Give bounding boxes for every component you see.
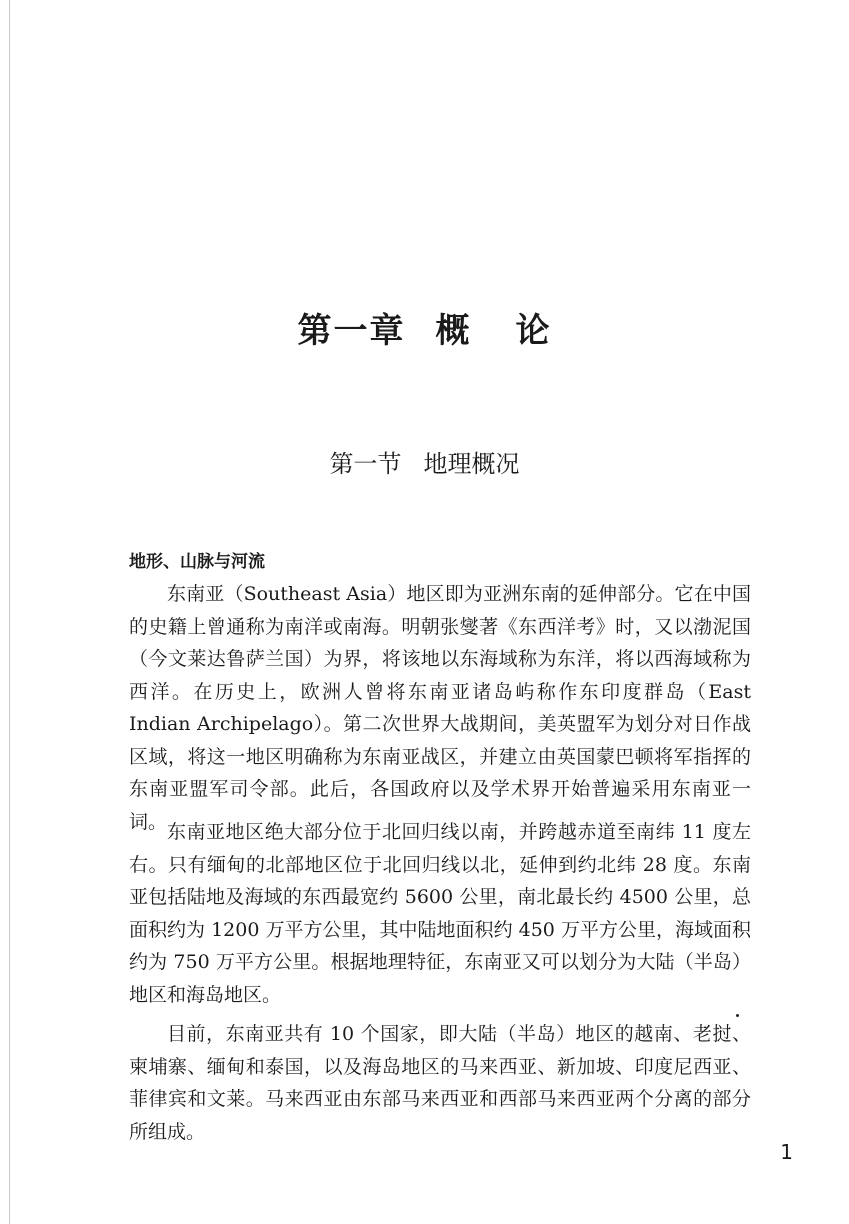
page-number: 1 xyxy=(780,1140,793,1164)
chapter-title-char-1: 概 xyxy=(435,311,472,351)
paragraph-1-block xyxy=(129,578,751,838)
paragraph: 东南亚（Southeast Asia）地区即为亚洲东南的延伸部分。它在中国的史籍上曾通称为南洋或南海。明朝张燮著《东西洋考》时，又以渤泥国（今文莱达鲁萨兰国）为界，将该地以东海域称为东洋，将以西海域称为西洋。在历史上，欧洲人曾将东南亚诸岛屿称作东印度群岛（East Indian Archipelago）。第二次世界大战期间，美英盟军为划分对日作战区域，将这一地区明确称为东南亚战区，并建立由英国蒙巴顿将军指挥的东南亚盟军司令部。此后，各国政府以及学术界开始普遍采用东南亚一词。 xyxy=(129,583,751,833)
section-title xyxy=(0,444,849,484)
scan-speck xyxy=(736,1014,739,1017)
paragraph-2-block xyxy=(129,816,751,1011)
chapter-number: 第一章 xyxy=(297,311,406,351)
scan-edge-line xyxy=(9,0,10,1224)
paragraph: 东南亚地区绝大部分位于北回归线以南，并跨越赤道至南纬 11 度左右。只有缅甸的北部地区位于北回归线以北，延伸到约北纬 28 度。东南亚包括陆地及海域的东西最宽约 5600 公里，南北最长约 4500 公里，总面积约为 1200 万平方公里，其中陆地面积约 450 万平方公里，海域面积约为 750 万平方公里。根据地理特征，东南亚又可以划分为大陆（半岛）地区和海岛地区。 xyxy=(129,821,751,1006)
chapter-title xyxy=(0,306,849,356)
chapter-title-char-2: 论 xyxy=(515,311,552,351)
paragraph: 目前，东南亚共有 10 个国家，即大陆（半岛）地区的越南、老挝、柬埔寨、缅甸和泰国，以及海岛地区的马来西亚、新加坡、印度尼西亚、菲律宾和文莱。马来西亚由东部马来西亚和西部马来西亚两个分离的部分所组成。 xyxy=(129,1023,751,1143)
paragraph-3-block xyxy=(129,1018,751,1148)
subheading: 地形、山脉与河流 xyxy=(129,552,265,572)
section-number: 第一节 xyxy=(329,450,402,478)
section-name: 地理概况 xyxy=(423,450,520,478)
